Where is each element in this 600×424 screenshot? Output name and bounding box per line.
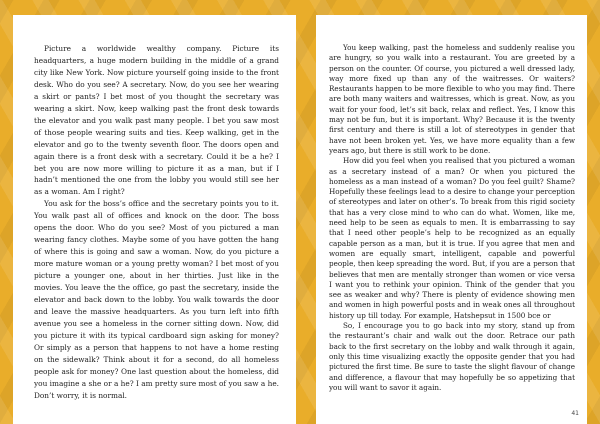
right-page: [316, 15, 587, 424]
body-paragraph: So, I encourage you to go back into my story, stand up from the restaurant’s chair and walk out the door. Retrace our path back to the first secretary on the lobby and walk through it again, only this time visualizing exactly the opposite gender that you had pictured the first time. Be sure to taste the slight flavour of change and difference, a flavour that may hopefully be so appetizing that you will want to savor it again.: [329, 321, 575, 392]
body-paragraph: How did you feel when you realised that you pictured a woman as a secretary instead of a man? Or when you pictured the homeless as a man instead of a woman? Do you feel guilt? Shame? Hopefully these feelings lead to a desire to change your perception of stereotypes and later on other’s. To break from this rigid society that has a very close mind to who can do what. Women, like me, need help to be seen as equals to men. It is embarrassing to say that I need other people’s help to be recognized as an equally capable person as a man, but it is true. If you agree that men and women are equally smart, intelligent, capable and powerful people, then keep spreading the word. But, if you are a person that believes that men are mentally stronger than women or vice versa I want you to rethink your opinion. Think of the gender that you see as weaker and why? There is plenty of evidence showing men and women in high powerful posts and in weak ones all throughout history up till today. For example, Hatshepsut in 1500 bce or: [329, 156, 575, 320]
left-page: [13, 15, 296, 424]
body-paragraph: You ask for the boss’s office and the secretary points you to it. You walk past all of offices and knock on the door. The boss opens the door. Who do you see? Most of you pictured a man wearing fancy clothes. Maybe some of you have gotten the hang of where this is going and saw a woman. Now, do you picture a more mature woman or a young pretty woman? I bet most of you picture a younger one, about in her thirties. Just like in the movies. You leave the the office, go past the secretary, inside the elevator and back down to the lobby. You walk towards the door and leave the massive headquarters. As you turn left into fifth avenue you see a homeless in the corner sitting down. Now, did you picture it with its typical cardboard sign asking for money? Or simply as a person that happens to not have a home resting on the sidewalk? Think about it for a second, do all homeless people ask for money? One last question about the homeless, did you imagine a she or a he? I am pretty sure most of you saw a he. Don’t worry, it is normal.: [34, 199, 279, 400]
body-paragraph: You keep walking, past the homeless and suddenly realise you are hungry, so you walk into a restaurant. You are greeted by a person on the counter. Of course, you pictured a well dressed lady, way more fixed up than any of the waitresses. Or waiters? Restaurants happen to be more flexible to who you may find. There are both many waiters and waitresses, which is great. Now, as you wait for your food, let’s sit back, relax and reflect. Yes, I know this may not be fun, but it is important. Why? Because it is the twenty first century and there is still a lot of stereotypes in gender that have not been broken yet. Yes, we have more equality than a few years ago, but there is still work to be done.: [329, 43, 575, 155]
page-number: 41: [571, 409, 579, 417]
body-paragraph: Picture a worldwide wealthy company. Picture its headquarters, a huge modern building in the middle of a grand city like New York. Now picture yourself going inside to the front desk. Who do you see? A secretary. Now, do you see her wearing a skirt or pants? I bet most of you thought the secretary was wearing a skirt. Now, keep walking past the front desk towards the elevator and you walk past many people. I bet you saw most of those people wearing suits and ties. Keep walking, get in the elevator and go to the twenty seventh floor. The doors open and again there is a front desk with a secretary. Could it be a he? I bet you are now more willing to picture it as a man, but if I hadn’t mentioned the one from the lobby you would still see her as a woman. Am I right?: [34, 44, 279, 197]
